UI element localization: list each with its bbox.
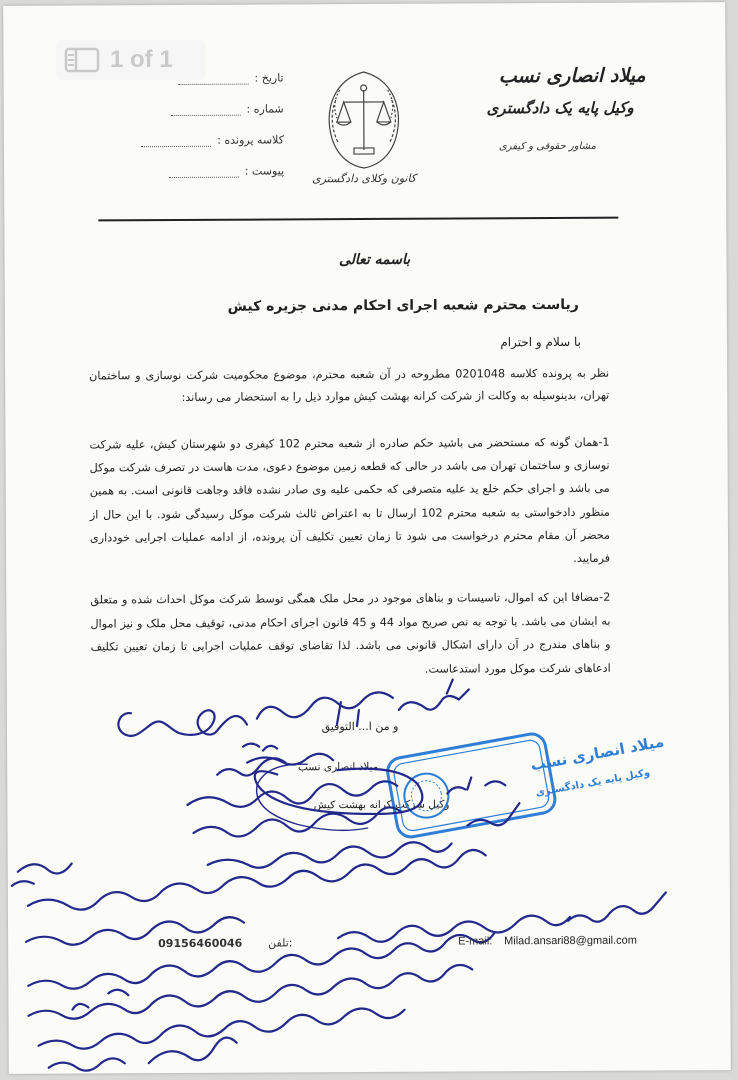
page-indicator[interactable] (56, 40, 206, 80)
greeting: با سلام و احترام (500, 334, 582, 350)
lawyer-stamp (383, 723, 666, 848)
addressee: ریاست محترم شعبه اجرای احکام مدنی جزیره کیش (227, 296, 579, 315)
phone-label: تلفن: (268, 936, 293, 950)
stamp-title: وکیل پایه یک دادگستری (534, 767, 651, 799)
stamp-seal-icon (401, 770, 452, 821)
page-icon (64, 47, 100, 73)
footer-contact (158, 934, 637, 951)
document-page (3, 2, 731, 1074)
emblem-caption: کانون وکلای دادگستری (312, 171, 417, 186)
letterhead-meta-fields (144, 62, 285, 187)
lawyer-subtitle: مشاور حقوقی و کیفری (498, 140, 596, 153)
email-label: E-mail: (458, 935, 493, 948)
page-indicator-label: 1 of 1 (110, 46, 173, 73)
meta-field-number: شماره : (144, 93, 284, 125)
point-1-paragraph: 1-همان گونه که مستحضر می باشید حکم صادره از شعبه محترم 102 کیفری دو شهرستان کیش، علیه شرکت نوسازی و ساختمان تهران می باشد در حالی که قطعه زمین موضوع دعوی، مدت هاست در تصرف شرکت موکل می باشد و اجرای حکم خلع ید علیه متصرفی که حکمی علیه وی صادر نشده فاقد وجاهت قانونی است. به همین منظور دادخواستی به شعبه محترم 102 ارسال تا به اعتراض ثالث شرکت موکل رسیدگی شود. با این حال از محضر آن مقام محترم درخواست می شود تا زمان تعیین تکلیف آن پرونده، از ادامه عملیات اجرایی خودداری فرمایید. (89, 435, 611, 565)
lawyer-name: میلاد انصاری نسب (498, 64, 646, 88)
signer-name: میلاد انصاری نسب (297, 760, 379, 774)
email-address: Milad.ansari88@gmail.com (504, 934, 637, 948)
phone-number: 09156460046 (158, 936, 243, 951)
lawyer-title: وکیل پایه یک دادگستری (486, 98, 634, 118)
intro-paragraph: نظر به پرونده کلاسه 0201048 مطروحه در آن شعبه محترم، موضوع محکومیت شرکت نوسازی و ساختمان تهران، بدینوسیله به وکالت از شرکت کرانه بهشت کیش موارد ذیل را به استحضار می رساند: (89, 366, 610, 405)
stamp-name: میلاد انصاری نسب (529, 732, 666, 775)
bismillah: باسمه تعالی (338, 251, 411, 269)
header-divider (98, 217, 618, 222)
point-2-paragraph: 2-مضافا این که اموال، تاسیسات و بناهای موجود در محل ملک همگی توسط شرکت موکل احداث شده و متعلق به ایشان می باشد. با توجه به نص صریح مواد 44 و 45 قانون اجرای احکام مدنی، توقیف محل ملک و نیز اموال و بناهای مندرج در آن دارای اشکال قانونی می باشد. لذا تقاضای توقف عملیات اجرایی تا زمان تعیین تکلیف ادعاهای شرکت موکل مورد استدعاست. (90, 590, 611, 676)
signer-representation: وکیل شرکت کرانه بهشت کیش (313, 798, 450, 812)
closing-phrase: و من ا... التوفیق (321, 719, 399, 734)
meta-field-case-no: کلاسه پرونده : (144, 124, 284, 156)
meta-field-date: تاریخ : (144, 62, 284, 94)
meta-field-attachment: پیوست : (144, 155, 284, 187)
